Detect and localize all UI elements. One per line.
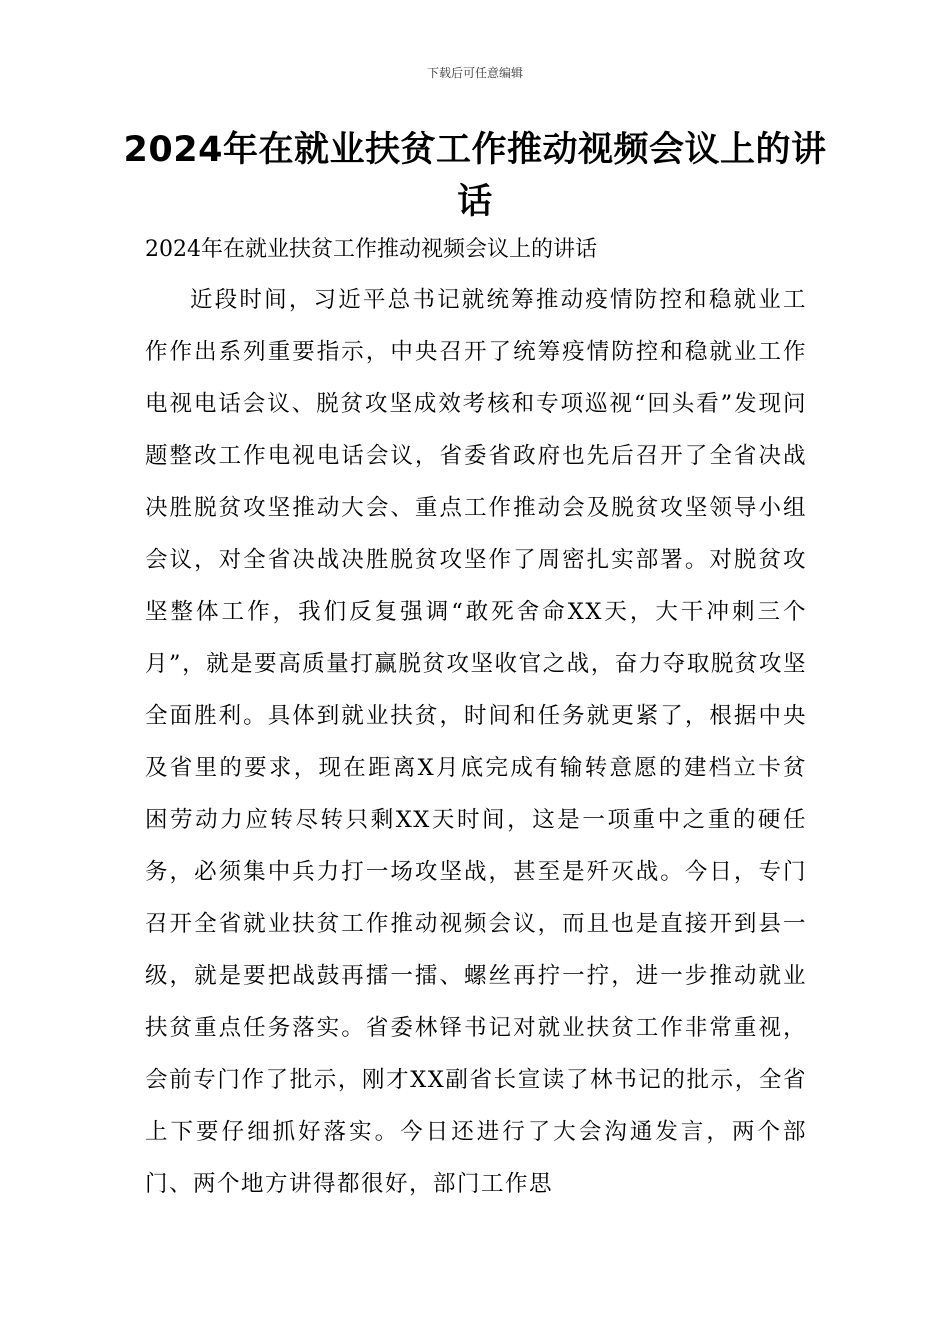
document-title: 2024年在就业扶贫工作推动视频会议上的讲话 — [123, 130, 827, 222]
document-subtitle: 2024年在就业扶贫工作推动视频会议上的讲话 — [145, 237, 597, 262]
header-note: 下载后可任意编辑 — [426, 66, 523, 80]
body-paragraph: 近段时间，习近平总书记就统筹推动疫情防控和稳就业工作作出系列重要指示，中央召开了统筹疫情防控和稳就业工作电视电话会议、脱贫攻坚成效考核和专项巡视“回头看”发现问题整改工作电视电话会议，省委省政府也先后召开了全省决战决胜脱贫攻坚推动大会、重点工作推动会及脱贫攻坚领导小组会议，对全省决战决胜脱贫攻坚作了周密扎实部署。对脱贫攻坚整体工作，我们反复强调“敢死舍命XX天，大干冲刺三个月”，就是要高质量打赢脱贫攻坚收官之战，奋力夺取脱贫攻坚全面胜利。具体到就业扶贫，时间和任务就更紧了，根据中央及省里的要求，现在距离X月底完成有输转意愿的建档立卡贫困劳动力应转尽转只剩XX天时间，这是一项重中之重的硬任务，必须集中兵力打一场攻坚战，甚至是歼灭战。今日，专门召开全省就业扶贫工作推动视频会议，而且也是直接开到县一级，就是要把战鼓再擂一擂、螺丝再拧一拧，进一步推动就业扶贫重点任务落实。省委林铎书记对就业扶贫工作非常重视，会前专门作了批示，刚才XX副省长宣读了林书记的批示，全省上下要仔细抓好落实。今日还进行了大会沟通发言，两个部门、两个地方讲得都很好，部门工作思 — [145, 287, 807, 1197]
